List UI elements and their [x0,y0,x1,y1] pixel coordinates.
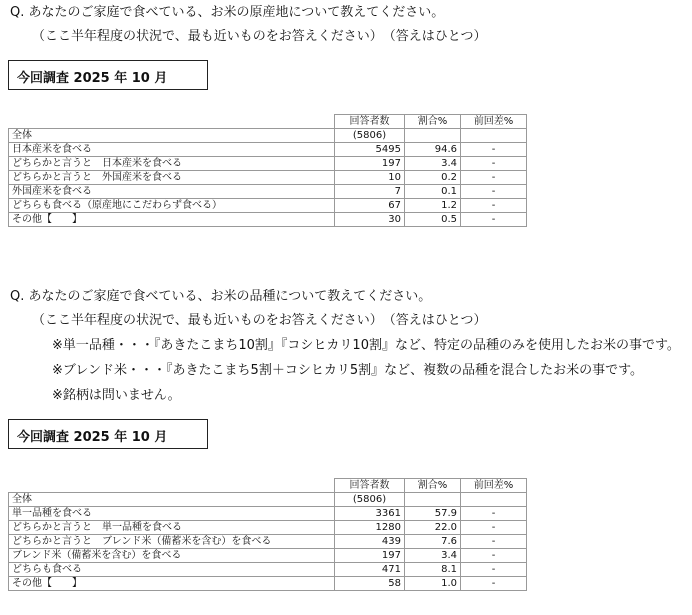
row-percent: 7.6 [405,535,461,549]
row-respondents: 197 [335,549,405,563]
question-text: Q. あなたのご家庭で食べている、お米の原産地について教えてください。 [10,5,445,20]
row-respondents: 10 [335,171,405,185]
table-total-row [9,493,527,507]
total-percent-blank [405,129,461,143]
table-row [9,199,527,213]
row-diff: - [461,549,527,563]
row-label: どちらかと言うと 単一品種を食べる [9,521,335,535]
note-single-variety: ※単一品種・・・『あきたこまち10割』『コシヒカリ10割』など、特定の品種のみを使用したお米の事です。 [52,338,680,353]
header-respondents: 回答者数 [335,115,405,129]
row-label: 日本産米を食べる [9,143,335,157]
row-label: どちらも食べる（原産地にこだわらず食べる） [9,199,335,213]
row-label: 外国産米を食べる [9,185,335,199]
row-respondents: 1280 [335,521,405,535]
table-row [9,535,527,549]
row-label: どちらかと言うと 外国産米を食べる [9,171,335,185]
row-diff: - [461,577,527,591]
table-row [9,563,527,577]
table-row [9,577,527,591]
table-row [9,157,527,171]
total-label: 全体 [9,129,335,143]
row-label: どちらかと言うと 日本産米を食べる [9,157,335,171]
total-label: 全体 [9,493,335,507]
row-diff: - [461,507,527,521]
table-row [9,213,527,227]
note-brand: ※銘柄は問いません。 [52,388,181,403]
question-instruction: （ここ半年程度の状況で、最も近いものをお答えください） （答えはひとつ） [32,29,487,44]
question-instruction: （ここ半年程度の状況で、最も近いものをお答えください） （答えはひとつ） [32,313,487,328]
row-percent: 3.4 [405,157,461,171]
question-text: Q. あなたのご家庭で食べている、お米の品種について教えてください。 [10,289,432,304]
survey-period-box [8,419,208,449]
row-percent: 0.1 [405,185,461,199]
row-label: どちらも食べる [9,563,335,577]
row-diff: - [461,157,527,171]
header-diff: 前回差% [461,479,527,493]
row-respondents: 30 [335,213,405,227]
row-label: どちらかと言うと ブレンド米（備蓄米を含む）を食べる [9,535,335,549]
row-label: ブレンド米（備蓄米を含む）を食べる [9,549,335,563]
table-row [9,521,527,535]
row-diff: - [461,185,527,199]
row-diff: - [461,535,527,549]
note-blend-rice: ※ブレンド米・・・『あきたこまち5割＋コシヒカリ5割』など、複数の品種を混合したお米の事です。 [52,363,644,378]
header-percent: 割合% [405,479,461,493]
table-row [9,143,527,157]
row-percent: 0.5 [405,213,461,227]
row-percent: 8.1 [405,563,461,577]
row-respondents: 471 [335,563,405,577]
variety-results-table [8,478,527,591]
row-diff: - [461,563,527,577]
survey-period-label: 今回調査 2025 年 10 月 [17,430,168,445]
row-respondents: 439 [335,535,405,549]
table-row [9,549,527,563]
row-percent: 57.9 [405,507,461,521]
row-label: 単一品種を食べる [9,507,335,521]
row-diff: - [461,199,527,213]
survey-period-label: 今回調査 2025 年 10 月 [17,71,168,86]
header-diff: 前回差% [461,115,527,129]
row-diff: - [461,143,527,157]
table-header-row [9,115,527,129]
row-percent: 3.4 [405,549,461,563]
header-respondents: 回答者数 [335,479,405,493]
total-diff-blank [461,493,527,507]
row-diff: - [461,213,527,227]
row-respondents: 197 [335,157,405,171]
survey-period-box [8,60,208,90]
table-row [9,507,527,521]
total-respondents: (5806) [335,129,405,143]
header-percent: 割合% [405,115,461,129]
row-percent: 22.0 [405,521,461,535]
header-blank-cell [9,479,335,493]
row-diff: - [461,171,527,185]
row-respondents: 67 [335,199,405,213]
origin-results-table [8,114,527,227]
total-respondents: (5806) [335,493,405,507]
row-label: その他【 】 [9,213,335,227]
table-row [9,185,527,199]
row-respondents: 58 [335,577,405,591]
row-respondents: 5495 [335,143,405,157]
header-blank-cell [9,115,335,129]
row-percent: 0.2 [405,171,461,185]
table-row [9,171,527,185]
row-percent: 1.2 [405,199,461,213]
table-total-row [9,129,527,143]
row-percent: 94.6 [405,143,461,157]
row-respondents: 3361 [335,507,405,521]
row-percent: 1.0 [405,577,461,591]
total-percent-blank [405,493,461,507]
row-respondents: 7 [335,185,405,199]
row-label: その他【 】 [9,577,335,591]
total-diff-blank [461,129,527,143]
table-header-row [9,479,527,493]
row-diff: - [461,521,527,535]
